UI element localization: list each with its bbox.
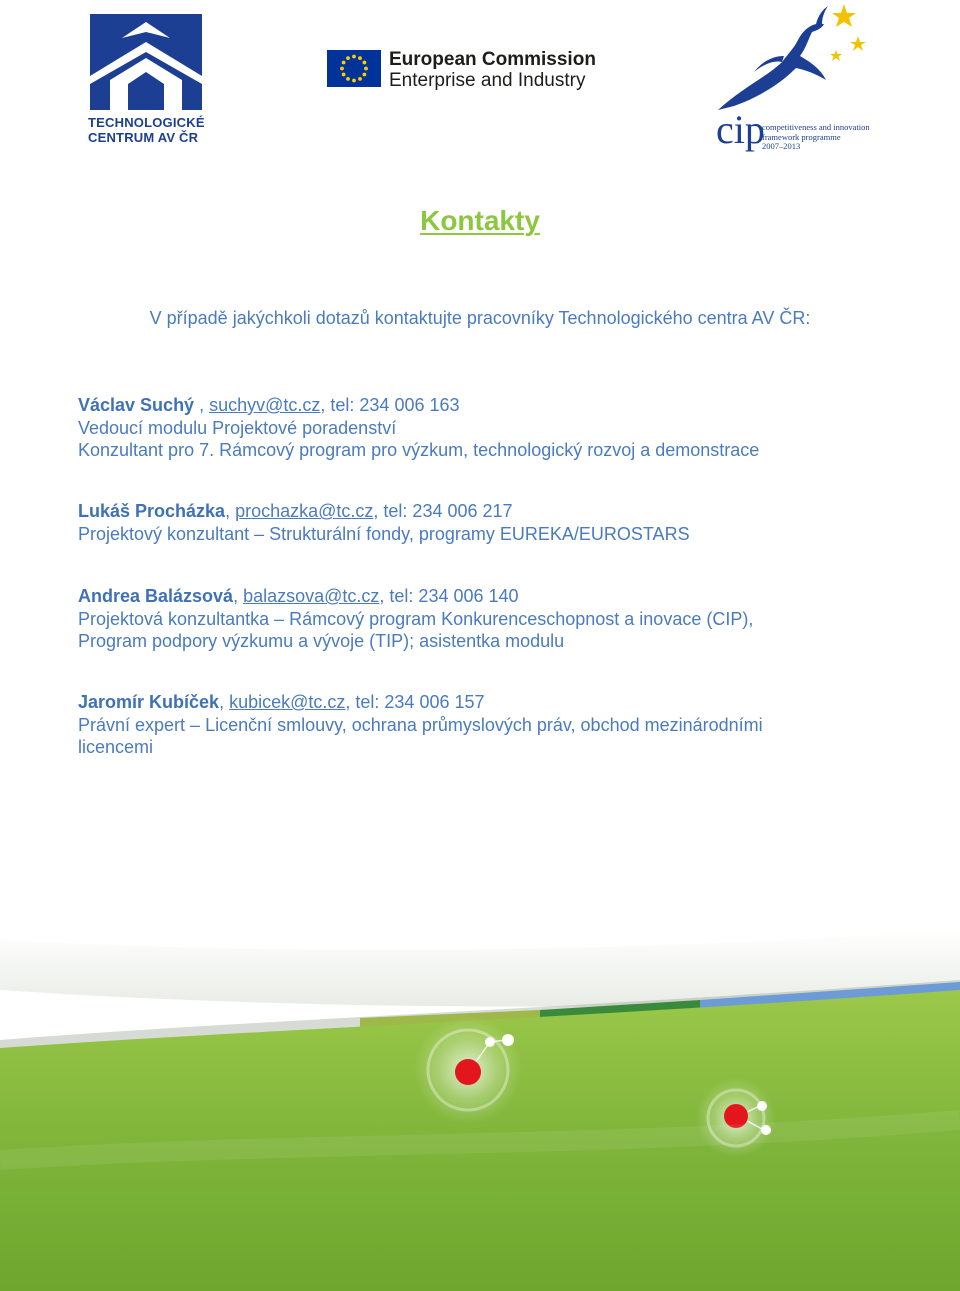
contact-card bbox=[78, 585, 858, 653]
contact-phone: , tel: 234 006 140 bbox=[379, 586, 519, 606]
contact-separator: , bbox=[199, 395, 210, 415]
intro-text: V případě jakýchkoli dotazů kontaktujte pracovníky Technologického centra AV ČR: bbox=[149, 308, 811, 328]
contact-card bbox=[78, 691, 858, 759]
cip-logo-caption bbox=[762, 123, 882, 152]
tc-logo-line1: TECHNOLOGICKÉ bbox=[88, 115, 205, 130]
contact-role-line: Projektová konzultantka – Rámcový program Konkurenceschopnost a inovace (CIP), bbox=[78, 608, 754, 629]
contact-card bbox=[78, 500, 858, 545]
contact-name: Lukáš Procházka bbox=[78, 501, 226, 521]
cip-logo-line2: framework programme bbox=[762, 131, 841, 142]
contact-role-line: Projektový konzultant – Strukturální fondy, programy EUREKA/EUROSTARS bbox=[78, 523, 690, 544]
cip-logo-word: cip bbox=[716, 107, 765, 152]
contact-header-line bbox=[78, 500, 858, 523]
contact-email-link[interactable]: suchyv@tc.cz bbox=[209, 395, 321, 415]
tc-logo bbox=[88, 14, 208, 146]
contact-phone: , tel: 234 006 163 bbox=[320, 395, 460, 415]
contact-separator: , bbox=[219, 692, 230, 712]
contact-email-link[interactable]: prochazka@tc.cz bbox=[235, 501, 374, 521]
contact-email-link[interactable]: balazsova@tc.cz bbox=[243, 586, 380, 606]
contact-separator: , bbox=[233, 586, 244, 606]
contact-name: Jaromír Kubíček bbox=[78, 692, 220, 712]
contact-role-line: Konzultant pro 7. Rámcový program pro výzkum, technologický rozvoj a demonstrace bbox=[78, 440, 760, 460]
contact-header-line bbox=[78, 585, 858, 608]
contact-role-line: Vedoucí modulu Projektové poradenství bbox=[78, 417, 397, 438]
page-title: Kontakty bbox=[420, 205, 540, 236]
ec-logo-line2: Enterprise and Industry bbox=[389, 70, 586, 91]
cip-gazelle-stars-icon bbox=[712, 2, 880, 114]
contact-role-line: licencemi bbox=[78, 737, 154, 757]
contact-name: Andrea Balázsová bbox=[78, 586, 234, 606]
contact-header-line bbox=[78, 394, 858, 417]
cip-logo-line1: competitiveness and innovation bbox=[762, 122, 870, 132]
contact-role-line: Program podpory výzkumu a vývoje (TIP); asistentka modulu bbox=[78, 631, 565, 651]
footer-graphic bbox=[0, 920, 960, 1291]
cip-logo-line3: 2007–2013 bbox=[762, 141, 801, 151]
contact-separator: , bbox=[225, 501, 236, 521]
ec-logo bbox=[327, 50, 607, 94]
contact-name: Václav Suchý bbox=[78, 395, 200, 415]
cip-logo bbox=[712, 2, 880, 154]
contact-card bbox=[78, 394, 858, 462]
tc-logo-line2: CENTRUM AV ČR bbox=[88, 130, 199, 145]
contact-header-line bbox=[78, 691, 858, 714]
contact-email-link[interactable]: kubicek@tc.cz bbox=[229, 692, 346, 712]
ec-logo-line1: European Commission bbox=[389, 49, 596, 70]
contact-phone: , tel: 234 006 217 bbox=[373, 501, 513, 521]
contact-role-line: Právní expert – Licenční smlouvy, ochrana průmyslových práv, obchod mezinárodními bbox=[78, 714, 763, 735]
footer-landscape-icon bbox=[0, 920, 960, 1291]
eu-flag-icon bbox=[327, 50, 381, 87]
contact-phone: , tel: 234 006 157 bbox=[345, 692, 485, 712]
tc-logo-mark-icon bbox=[90, 14, 202, 110]
tc-logo-text bbox=[88, 115, 208, 145]
